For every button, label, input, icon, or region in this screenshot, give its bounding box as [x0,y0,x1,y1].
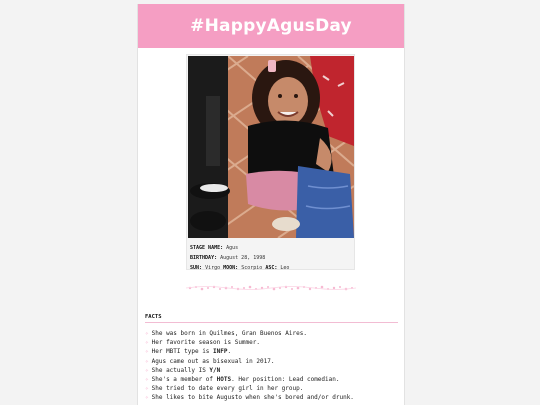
bullet-icon: ✧ [145,385,149,393]
list-item: ✧ She likes to bite Augusto when she's bored and/or drunk. [145,394,354,402]
birthday-value: August 28, 1998 [220,255,266,261]
bullet-icon: ✧ [145,394,149,402]
bullet-icon: ✧ [145,330,149,337]
list-item: ✧ She actually IS Y/N [145,366,221,374]
page-title: #HappyAgusDay [190,16,352,36]
bullet-icon: ✧ [145,339,149,347]
page-container [137,4,405,405]
bullet-icon: ✧ [145,376,149,384]
stage-name-label: STAGE NAME: [190,245,224,251]
facts-list [145,329,354,403]
stage-name-value: Agus [226,245,239,251]
moon-label: MOON: [223,265,239,271]
list-item: ✧ She's a member of HOTS. Her position: Lead comedian. [145,376,340,384]
pink-divider-decoration [186,284,356,292]
list-item: ✧ Her MBTI type is INFP. [145,348,232,356]
list-item: ✧ She was born in Quilmes, Gran Buenos Aires. [145,330,307,337]
sun-label: SUN: [190,265,203,271]
profile-info [190,243,289,273]
bullet-icon: ✧ [145,348,149,356]
asc-label: ASC: [265,265,278,271]
bullet-icon: ✧ [145,366,149,374]
facts-heading: FACTS [145,314,162,320]
list-item: ✧ She tried to date every girl in her group. [145,385,304,393]
birthday-row [190,253,289,263]
list-item: ✧ Her favorite season is Summer. [145,339,260,347]
header-banner [138,4,404,48]
list-item: ✧ Agus came out as bisexual in 2017. [145,357,275,365]
bullet-icon: ✧ [145,357,149,365]
moon-value: Scorpio [241,265,263,271]
profile-photo [188,56,354,238]
asc-value: Leo [280,265,290,271]
signs-row [190,263,289,273]
profile-card [186,54,355,270]
stage-name-row [190,243,289,253]
facts-divider [145,322,398,323]
sun-value: Virgo [205,265,221,271]
birthday-label: BIRTHDAY: [190,255,218,261]
